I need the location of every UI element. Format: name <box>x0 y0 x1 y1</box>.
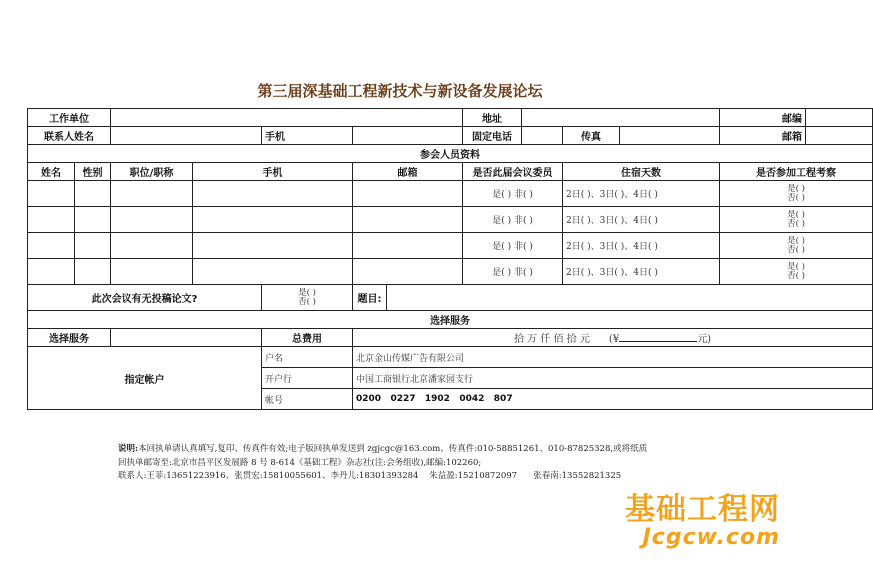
address-field[interactable] <box>522 109 720 127</box>
logo-en: Jcgcw.com <box>642 525 780 550</box>
tour-yes: 是( ) <box>787 261 805 272</box>
fax-field[interactable] <box>620 127 720 145</box>
total-fee-label: 总费用 <box>262 329 353 347</box>
cell-stay[interactable]: 2日( )、3日( )、4日( ) <box>563 259 720 285</box>
contact-mobile-field[interactable] <box>353 127 463 145</box>
contact-name-label: 联系人姓名 <box>28 127 111 145</box>
row-unit <box>28 109 873 127</box>
col-email: 邮箱 <box>353 163 463 181</box>
bank-value: 中国工商银行北京潘家园支行 <box>353 368 873 389</box>
site-logo[interactable] <box>604 494 780 558</box>
address-label: 地址 <box>463 109 522 127</box>
cell-tour[interactable] <box>720 259 873 285</box>
work-unit-label: 工作单位 <box>28 109 111 127</box>
cell-tour[interactable] <box>720 181 873 207</box>
cell-committee[interactable]: 是( ) 非( ) <box>463 181 563 207</box>
amount-prefix: (¥ <box>608 334 620 345</box>
row-paper <box>28 285 873 311</box>
col-committee: 是否此届会议委员 <box>463 163 563 181</box>
topic-field[interactable] <box>387 285 873 311</box>
col-mobile: 手机 <box>193 163 353 181</box>
table-row <box>28 259 873 285</box>
tour-no: 否( ) <box>787 218 805 229</box>
postcode-label: 邮编 <box>720 109 806 127</box>
cell-gender[interactable] <box>75 207 111 233</box>
designated-account-label: 指定帐户 <box>28 347 262 410</box>
tour-no: 否( ) <box>787 244 805 255</box>
cell-name[interactable] <box>28 207 75 233</box>
cell-email[interactable] <box>353 181 463 207</box>
fax-label: 传真 <box>563 127 620 145</box>
cell-email[interactable] <box>353 207 463 233</box>
cell-tour[interactable] <box>720 233 873 259</box>
tour-yes: 是( ) <box>787 183 805 194</box>
notes-text-1: 本回执单请认真填写,复印、传真件有效;电子版回执单发送到 zgjcgc@163.com、传真件:010-58851261、010-87825328,或将纸质 <box>138 444 648 454</box>
select-service-label: 选择服务 <box>28 329 111 347</box>
col-stay-days: 住宿天数 <box>563 163 720 181</box>
contact-name-field[interactable] <box>111 127 262 145</box>
contact-mobile-label-text: 手机 <box>265 132 285 143</box>
landline-field[interactable] <box>522 127 563 145</box>
amount-blank[interactable] <box>619 332 697 342</box>
logo-cn: 基础工程网 <box>625 492 780 527</box>
notes <box>118 443 758 484</box>
row-account-name <box>28 347 873 368</box>
cell-email[interactable] <box>353 233 463 259</box>
cell-stay[interactable]: 2日( )、3日( )、4日( ) <box>563 181 720 207</box>
paper-yes: 是( ) <box>298 287 316 298</box>
col-title: 职位/职称 <box>111 163 193 181</box>
cell-title[interactable] <box>111 233 193 259</box>
email-field[interactable] <box>806 127 873 145</box>
amount-words: 拾 万 仟 佰 拾 元 <box>513 334 590 345</box>
paper-choice[interactable] <box>262 285 353 311</box>
cell-gender[interactable] <box>75 233 111 259</box>
email-label: 邮箱 <box>720 127 806 145</box>
cell-stay[interactable]: 2日( )、3日( )、4日( ) <box>563 233 720 259</box>
cell-committee[interactable]: 是( ) 非( ) <box>463 233 563 259</box>
cell-mobile[interactable] <box>193 259 353 285</box>
notes-line-1 <box>118 443 758 457</box>
total-fee-field[interactable] <box>353 329 873 347</box>
contact-mobile-label <box>262 127 353 145</box>
col-name: 姓名 <box>28 163 75 181</box>
page-title: 第三届深基础工程新技术与新设备发展论坛 <box>257 82 543 100</box>
cell-email[interactable] <box>353 259 463 285</box>
cell-title[interactable] <box>111 259 193 285</box>
account-name-value: 北京金山传媒广告有限公司 <box>353 347 873 368</box>
paper-no: 否( ) <box>298 296 316 307</box>
cell-title[interactable] <box>111 181 193 207</box>
select-service-header: 选择服务 <box>28 311 873 329</box>
cell-name[interactable] <box>28 181 75 207</box>
tour-yes: 是( ) <box>787 209 805 220</box>
tour-no: 否( ) <box>787 192 805 203</box>
table-row <box>28 207 873 233</box>
cell-gender[interactable] <box>75 181 111 207</box>
notes-label: 说明: <box>118 444 139 454</box>
cell-gender[interactable] <box>75 259 111 285</box>
notes-line-2: 回执单邮寄至:北京市昌平区发展路 8 号 8-614《基础工程》杂志社(注:会务组收),邮编:102260; <box>118 457 482 468</box>
cell-stay[interactable]: 2日( )、3日( )、4日( ) <box>563 207 720 233</box>
row-service <box>28 329 873 347</box>
notes-line-3: 联系人:王菲:13651223916、张贯宏:15810055601、李丹儿:18301393284 朱益盈:15210872097 张春南:13552821325 <box>118 471 622 481</box>
cell-mobile[interactable] <box>193 181 353 207</box>
amount-suffix: 元) <box>697 334 712 345</box>
account-number-label: 帐号 <box>262 389 353 410</box>
cell-mobile[interactable] <box>193 233 353 259</box>
bank-label: 开户行 <box>262 368 353 389</box>
topic-label: 题目: <box>353 285 387 311</box>
col-tour: 是否参加工程考察 <box>720 163 873 181</box>
cell-committee[interactable]: 是( ) 非( ) <box>463 259 563 285</box>
cell-tour[interactable] <box>720 207 873 233</box>
tour-no: 否( ) <box>787 270 805 281</box>
row-contact <box>28 127 873 145</box>
work-unit-field[interactable] <box>111 109 463 127</box>
row-columns <box>28 163 873 181</box>
cell-mobile[interactable] <box>193 207 353 233</box>
table-row <box>28 181 873 207</box>
row-service-header <box>28 311 873 329</box>
col-gender: 性别 <box>75 163 111 181</box>
table-row <box>28 233 873 259</box>
account-number-value: 0200 0227 1902 0042 807 <box>353 389 873 410</box>
select-service-field[interactable] <box>111 329 262 347</box>
cell-committee[interactable]: 是( ) 非( ) <box>463 207 563 233</box>
cell-title[interactable] <box>111 207 193 233</box>
account-name-label: 户名 <box>262 347 353 368</box>
landline-label: 固定电话 <box>463 127 522 145</box>
attendee-info-header: 参会人员资料 <box>28 145 873 163</box>
tour-yes: 是( ) <box>787 235 805 246</box>
row-attendee-header <box>28 145 873 163</box>
paper-question: 此次会议有无投稿论文? <box>28 285 262 311</box>
cell-name[interactable] <box>28 259 75 285</box>
cell-name[interactable] <box>28 233 75 259</box>
registration-form <box>27 108 873 410</box>
postcode-field[interactable] <box>806 109 873 127</box>
